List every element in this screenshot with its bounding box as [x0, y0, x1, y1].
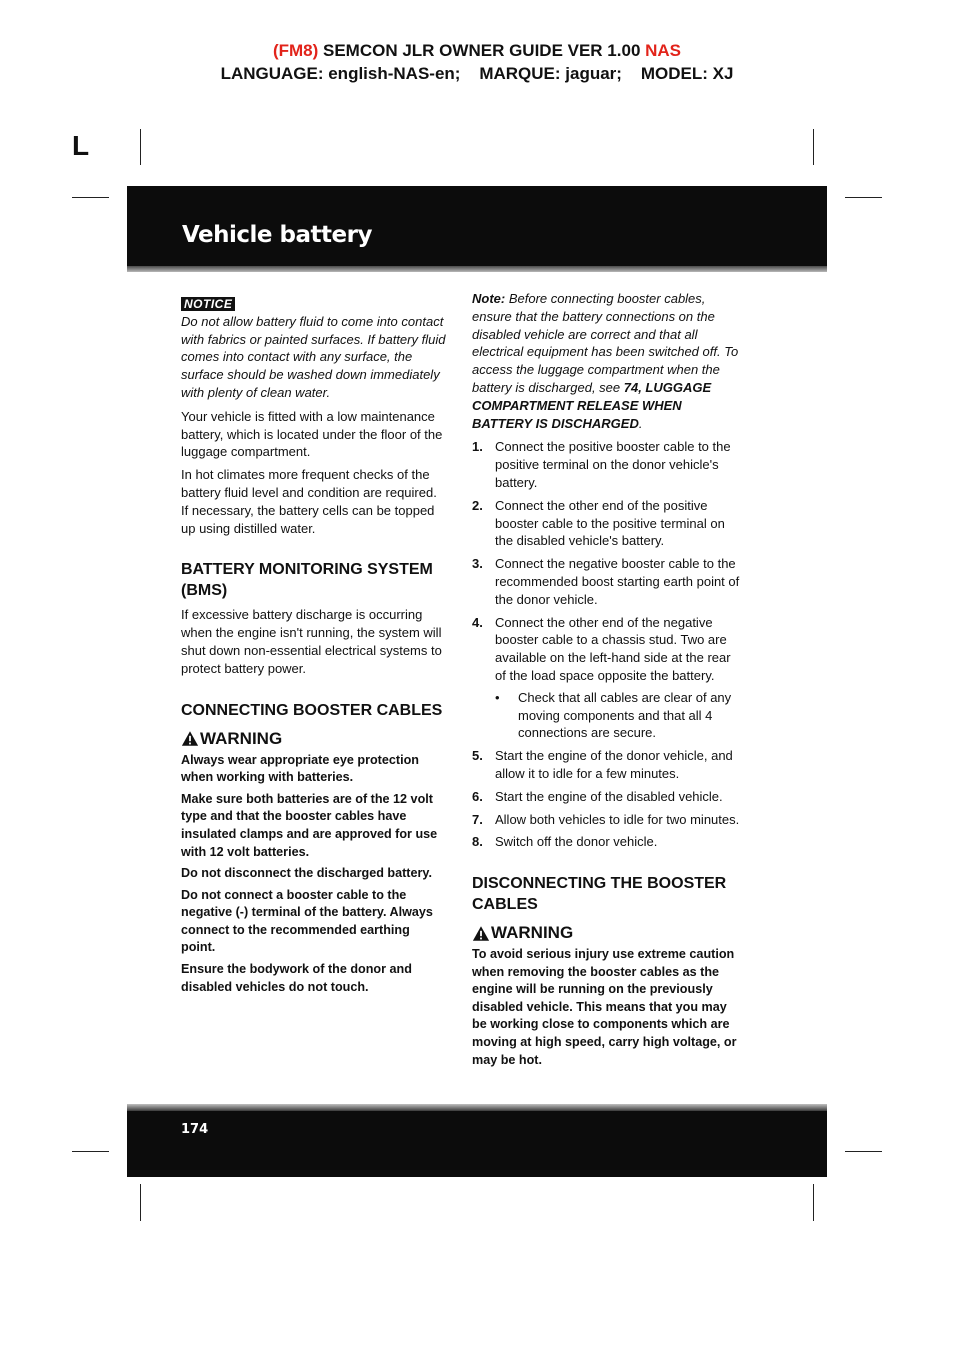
connecting-steps	[472, 438, 740, 851]
left-column	[181, 295, 446, 1000]
step-item	[472, 747, 740, 783]
warning-word: WARNING	[491, 923, 574, 943]
note-cross-reference[interactable]: 74, LUGGAGE COMPARTMENT RELEASE WHEN BATTERY IS DISCHARGED	[472, 379, 712, 431]
step-number: 8.	[472, 834, 483, 850]
bullet-icon: •	[495, 689, 500, 705]
right-column	[472, 290, 740, 1073]
step-text: Allow both vehicles to idle for two minutes.	[495, 811, 740, 827]
hot-climates-paragraph: In hot climates more frequent checks of the battery fluid level and condition are required. If necessary, the battery cells can be topped up using distilled water.	[181, 467, 437, 536]
step-text: Start the engine of the donor vehicle, and allow it to idle for a few minutes.	[495, 748, 733, 781]
warning-item: Do not disconnect the discharged battery.	[181, 866, 432, 881]
step-text: Connect the positive booster cable to the positive terminal on the donor vehicle's battery.	[495, 439, 731, 490]
note-label: Note:	[472, 291, 506, 306]
step-text: Start the engine of the disabled vehicle.	[495, 788, 723, 804]
step-sub-text: Check that all cables are clear of any moving components and that all 4 connections are secure.	[518, 689, 732, 741]
proof-header-line2: LANGUAGE: english-NAS-en; MARQUE: jaguar; MODEL: XJ	[220, 64, 734, 83]
step-item	[472, 438, 740, 491]
step-number: 7.	[472, 811, 483, 827]
step-item	[472, 788, 740, 806]
crop-mark	[140, 129, 141, 165]
notice-block	[181, 295, 446, 402]
step-item	[472, 811, 740, 829]
notice-label: NOTICE	[181, 297, 235, 311]
step-number: 5.	[472, 748, 483, 764]
warning-item: Always wear appropriate eye protection when working with batteries.	[181, 752, 419, 785]
note-text: Before connecting booster cables, ensure that the battery connections on the disabled vehicle are correct and that all electrical equipment has been switched off. To access the luggage compartment when the battery is discharged, see	[472, 291, 739, 395]
crop-mark	[845, 1151, 882, 1152]
warning-triangle-icon	[472, 925, 490, 942]
warning-item: Make sure both batteries are of the 12 volt type and that the booster cables have insulated clamps and are approved for use with 12 volt batteries.	[181, 791, 438, 859]
crop-mark	[813, 129, 814, 165]
title-band-shade	[127, 266, 827, 272]
note-paragraph	[472, 290, 740, 432]
crop-mark	[72, 1151, 109, 1152]
warning-item: To avoid serious injury use extreme caution when removing the booster cables as the engine will be running on the previously disabled vehicle. This means that you may be working close to components which are moving at high speed, carry high voltage, or may be hot.	[472, 947, 737, 1067]
bms-paragraph: If excessive battery discharge is occurring when the engine isn't running, the system will shut down non-essential electrical systems to protect battery power.	[181, 607, 442, 676]
step-sub-item	[495, 689, 740, 742]
proof-title: SEMCON JLR OWNER GUIDE VER 1.00	[318, 41, 646, 60]
footer-band-shade	[127, 1104, 827, 1111]
step-item	[472, 497, 740, 550]
crop-mark	[140, 1184, 141, 1221]
step-item	[472, 833, 740, 851]
corner-letter: L	[72, 130, 90, 161]
footer-band	[127, 1104, 827, 1177]
warning-triangle-icon	[181, 730, 199, 747]
step-number: 6.	[472, 788, 483, 804]
connecting-booster-heading: CONNECTING BOOSTER CABLES	[181, 701, 443, 719]
warning-word: WARNING	[200, 728, 283, 748]
proof-region: NAS	[645, 41, 682, 60]
step-number: 1.	[472, 439, 483, 455]
step-number: 4.	[472, 614, 483, 630]
step-text: Connect the other end of the positive booster cable to the positive terminal on the disabled vehicle's battery.	[495, 497, 725, 549]
warning-label	[181, 729, 446, 749]
step-item	[472, 555, 740, 608]
step-number: 2.	[472, 497, 483, 513]
warning-label	[472, 923, 740, 943]
proof-header-line1	[0, 41, 954, 61]
note-end: .	[638, 415, 643, 431]
step-text: Connect the other end of the negative booster cable to a chassis stud. Two are available on the left-hand side at the rear of the load space opposite the battery.	[495, 614, 731, 683]
step-text: Connect the negative booster cable to the recommended boost starting earth point of the donor vehicle.	[495, 556, 740, 607]
warning-item: Ensure the bodywork of the donor and disabled vehicles do not touch.	[181, 962, 412, 994]
notice-text: Do not allow battery fluid to come into contact with fabrics or painted surfaces. If battery fluid comes into contact with any surface, the surface should be washed down immediately with plenty of clean water.	[181, 313, 446, 400]
disconnecting-booster-heading: DISCONNECTING THE BOOSTER CABLES	[472, 875, 727, 914]
crop-mark	[813, 1184, 814, 1221]
crop-mark	[72, 197, 109, 198]
page-title: Vehicle battery	[182, 222, 372, 248]
step-sub-list	[495, 689, 740, 742]
step-number: 3.	[472, 556, 483, 572]
warning-item: Do not connect a booster cable to the negative (-) terminal of the battery. Always connect to the recommended earthing point.	[181, 887, 433, 955]
crop-mark	[845, 197, 882, 198]
proof-code: (FM8)	[272, 41, 319, 60]
battery-location-paragraph: Your vehicle is fitted with a low maintenance battery, which is located under the floor of the luggage compartment.	[181, 408, 443, 460]
step-text: Switch off the donor vehicle.	[495, 834, 658, 850]
title-band	[127, 186, 827, 272]
page-number: 174	[181, 1122, 209, 1137]
bms-heading: BATTERY MONITORING SYSTEM (BMS)	[181, 561, 433, 600]
step-item	[472, 614, 740, 743]
